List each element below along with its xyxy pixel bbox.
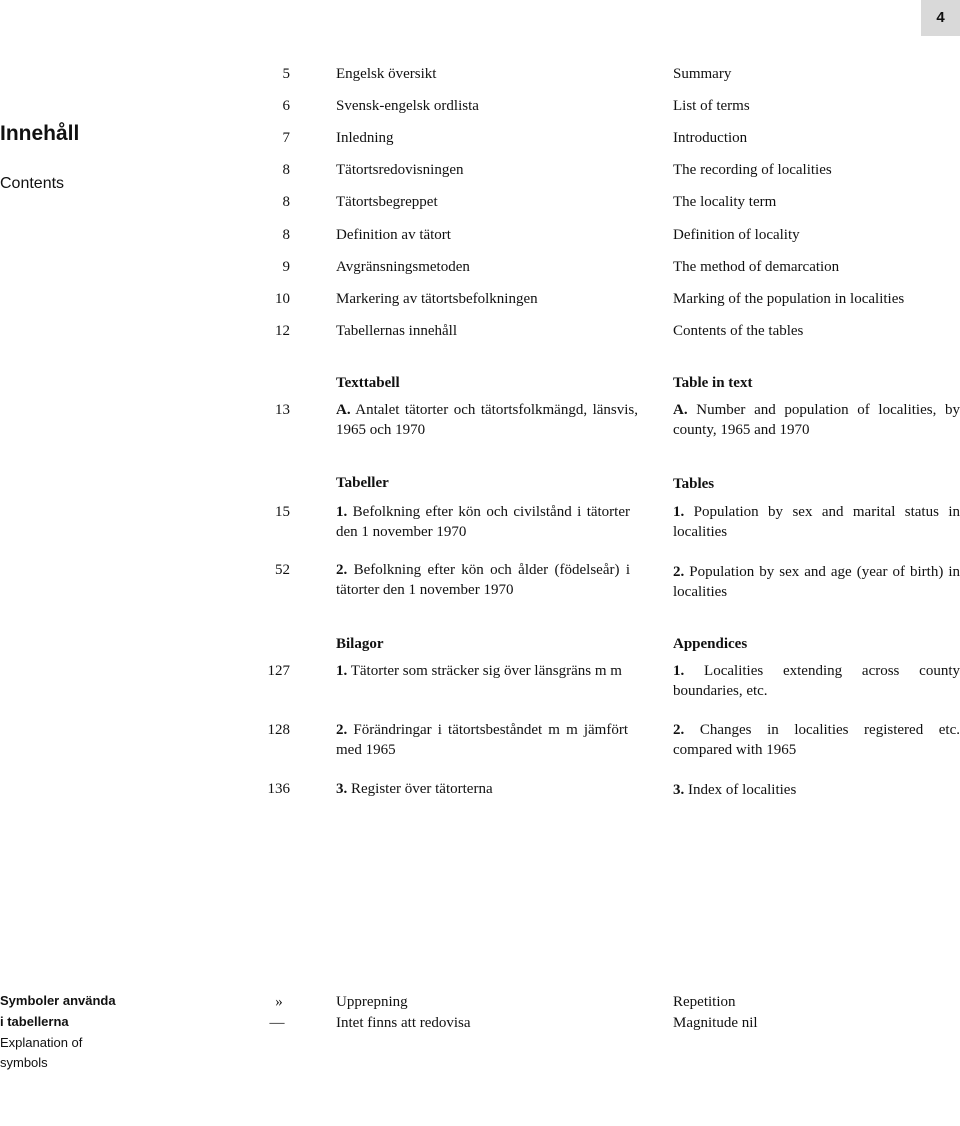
toc-title-en: Definition of locality: [673, 227, 800, 243]
item-page-number: 136: [267, 781, 290, 797]
group-heading-sv: Tabeller: [336, 475, 389, 491]
item-text: Number and population of localities, by county, 1965 and 1970: [673, 402, 960, 438]
item-text: Förändringar i tätortsbeståndet m m jämfört med 1965: [336, 722, 628, 758]
item-page-number: 52: [275, 562, 290, 578]
group-heading-sv: Texttabell: [336, 375, 400, 391]
toc-title-en: Contents of the tables: [673, 323, 804, 339]
item-text: Population by sex and marital status in localities: [673, 504, 960, 540]
page-number: 4: [921, 0, 960, 36]
item-marker: 1.: [673, 663, 685, 679]
item-marker: 1.: [673, 504, 685, 520]
group-heading-en: Table in text: [673, 375, 753, 391]
symbols-heading-en: Explanation of: [0, 1035, 83, 1050]
toc-title-en: Marking of the population in localities: [673, 291, 905, 307]
item-title-sv: [336, 502, 630, 542]
item-marker: 1.: [336, 663, 348, 679]
item-marker: A.: [336, 402, 351, 418]
item-text: Befolkning efter kön och ålder (födelseår) i tätorter den 1 november 1970: [336, 562, 630, 598]
item-title-en: [673, 661, 960, 701]
item-marker: 1.: [336, 504, 348, 520]
toc-page-number: 5: [282, 66, 290, 82]
toc-title-en: The locality term: [673, 194, 777, 210]
toc-title-en: Summary: [673, 66, 732, 82]
toc-title-en: List of terms: [673, 98, 750, 114]
toc-title-sv: Tätortsbegreppet: [336, 194, 438, 210]
toc-page-number: 9: [282, 259, 290, 275]
item-title-en: [673, 720, 960, 760]
item-marker: 3.: [673, 782, 685, 798]
section-title: Innehåll: [0, 122, 80, 145]
toc-page-number: 10: [275, 291, 290, 307]
item-marker: 3.: [336, 781, 348, 797]
section-subtitle: Contents: [0, 175, 65, 192]
item-page-number: 15: [275, 504, 290, 520]
group-heading-en: Tables: [673, 476, 715, 492]
item-text: Befolkning efter kön och civilstånd i tätorter den 1 november 1970: [336, 504, 631, 540]
item-text: Population by sex and age (year of birth) in localities: [673, 564, 960, 600]
item-title-sv: [336, 720, 628, 760]
item-text: Antalet tätorter och tätortsfolkmängd, länsvis, 1965 och 1970: [336, 402, 638, 438]
toc-title-sv: Markering av tätortsbefolkningen: [336, 291, 538, 307]
toc-title-sv: Tätortsredovisningen: [336, 162, 464, 178]
item-title-en: [673, 502, 960, 542]
symbol-meaning-sv: Upprepning: [336, 994, 408, 1010]
symbols-heading-sv: i tabellerna: [0, 1014, 69, 1029]
toc-page-number: 8: [282, 162, 290, 178]
item-marker: 2.: [673, 722, 685, 738]
item-marker: 2.: [673, 564, 685, 580]
item-title-en: [673, 400, 960, 440]
item-title-en: [673, 562, 960, 602]
item-text: Changes in localities registered etc. compared with 1965: [673, 722, 960, 758]
toc-title-sv: Avgränsningsmetoden: [336, 259, 470, 275]
item-marker: 2.: [336, 562, 348, 578]
toc-page-number: 12: [275, 323, 290, 339]
symbols-heading-sv: Symboler använda: [0, 993, 116, 1008]
item-marker: A.: [673, 402, 688, 418]
symbol-meaning-en: Repetition: [673, 994, 736, 1010]
item-title-en: [673, 780, 960, 800]
group-heading-en: Appendices: [673, 636, 748, 652]
symbol-glyph: —: [269, 1015, 285, 1031]
symbol-glyph: »: [275, 994, 283, 1010]
symbols-heading-en: symbols: [0, 1055, 48, 1070]
toc-title-sv: Svensk-engelsk ordlista: [336, 98, 479, 114]
toc-title-sv: Tabellernas innehåll: [336, 323, 457, 339]
item-title-sv: [336, 661, 628, 681]
item-title-sv: [336, 400, 638, 440]
toc-title-sv: Inledning: [336, 130, 394, 146]
toc-page-number: 8: [282, 227, 290, 243]
toc-page-number: 6: [282, 98, 290, 114]
toc-title-en: The method of demarcation: [673, 259, 840, 275]
item-page-number: 128: [267, 722, 290, 738]
item-page-number: 127: [267, 663, 290, 679]
item-text: Localities extending across county boundaries, etc.: [673, 663, 960, 699]
item-text: Register över tätorterna: [351, 781, 493, 797]
symbol-meaning-sv: Intet finns att redovisa: [336, 1015, 471, 1031]
group-heading-sv: Bilagor: [336, 636, 384, 652]
item-text: Tätorter som sträcker sig över länsgräns m m: [350, 663, 622, 679]
toc-page-number: 8: [282, 194, 290, 210]
item-title-sv: [336, 560, 630, 600]
item-text: Index of localities: [688, 782, 797, 798]
item-title-sv: [336, 779, 628, 799]
item-marker: 2.: [336, 722, 348, 738]
toc-title-sv: Engelsk översikt: [336, 66, 437, 82]
toc-title-en: Introduction: [673, 130, 748, 146]
item-page-number: 13: [275, 402, 290, 418]
toc-title-sv: Definition av tätort: [336, 227, 451, 243]
toc-title-en: The recording of localities: [673, 162, 832, 178]
toc-page-number: 7: [282, 130, 290, 146]
symbol-meaning-en: Magnitude nil: [673, 1015, 758, 1031]
